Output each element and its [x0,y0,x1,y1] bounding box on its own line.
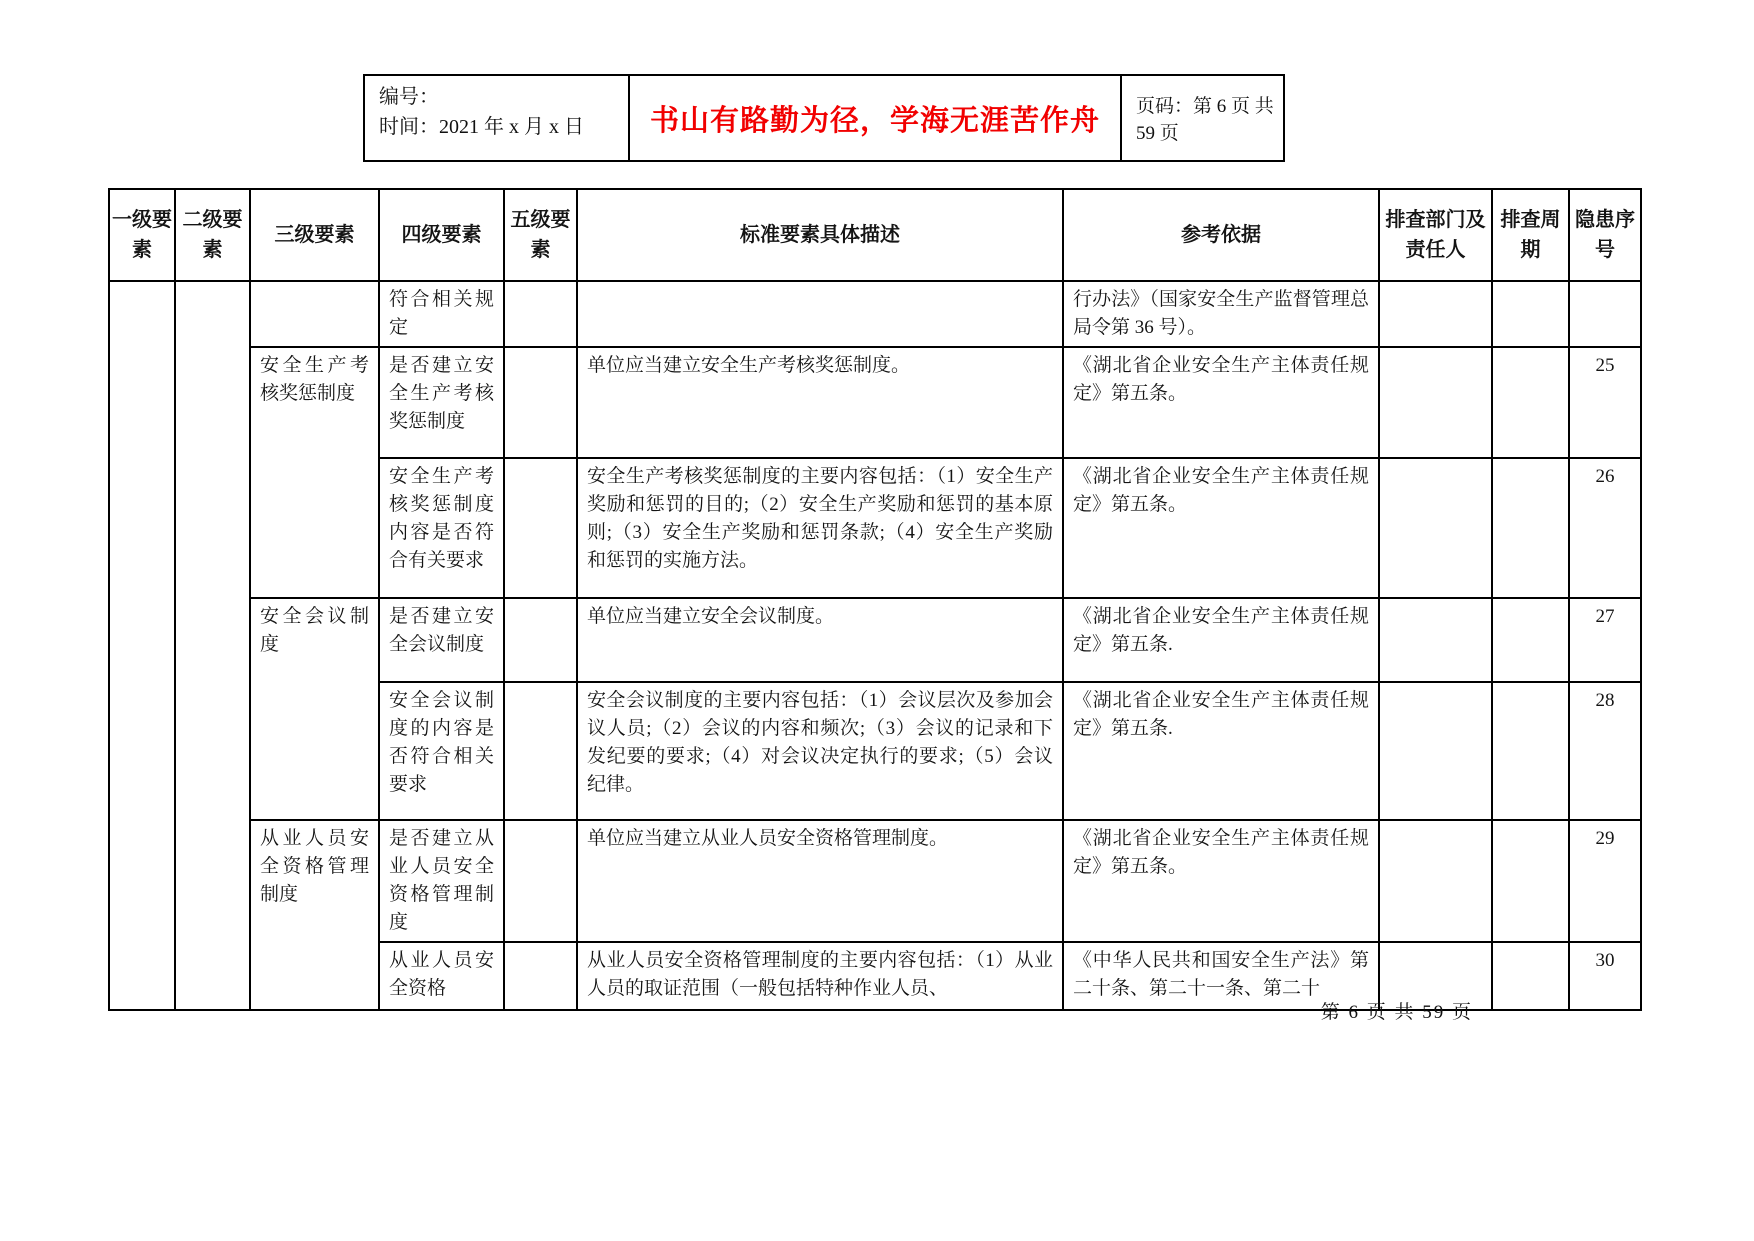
cell-description [577,281,1063,347]
col-header-level3: 三级要素 [250,189,379,281]
doc-header [363,74,1285,162]
cell-level4: 符合相关规定 [379,281,504,347]
cell-level5 [504,942,577,1010]
cell-level4: 是否建立安全生产考核奖惩制度 [379,347,504,458]
cell-description: 安全生产考核奖惩制度的主要内容包括：（1）安全生产奖励和惩罚的目的;（2）安全生产奖励和惩罚的基本原则;（3）安全生产奖励和惩罚条款;（4）安全生产奖励和惩罚的实施方法。 [577,458,1063,598]
cell-reference: 《湖北省企业安全生产主体责任规定》第五条。 [1063,347,1379,458]
cell-reference: 《湖北省企业安全生产主体责任规定》第五条。 [1063,458,1379,598]
cell-cycle [1492,942,1569,1010]
cell-level5 [504,458,577,598]
doc-header-motto-cell [630,76,1122,160]
cell-reference: 《中华人民共和国安全生产法》第二十条、第二十一条、第二十 [1063,942,1379,1010]
cell-level5 [504,347,577,458]
cell-cycle [1492,598,1569,682]
cell-serial: 28 [1569,682,1641,820]
cell-level3 [250,281,379,347]
doc-header-meta [365,76,630,160]
cell-department [1379,347,1492,458]
cell-serial: 30 [1569,942,1641,1010]
serial-label: 编号： [379,86,439,108]
motto-text: 书山有路勤为径，学海无涯苦作舟 [649,104,1100,137]
cell-level3: 从业人员安全资格管理制度 [250,820,379,1010]
checklist-table [108,188,1642,1011]
cell-level4: 是否建立安全会议制度 [379,598,504,682]
cell-department [1379,458,1492,598]
cell-level5 [504,820,577,942]
cell-reference: 《湖北省企业安全生产主体责任规定》第五条。 [1063,820,1379,942]
table-row [109,598,1641,682]
cell-cycle [1492,820,1569,942]
col-header-serial: 隐患序号 [1569,189,1641,281]
cell-serial: 27 [1569,598,1641,682]
cell-reference: 《湖北省企业安全生产主体责任规定》第五条. [1063,682,1379,820]
cell-level5 [504,281,577,347]
cell-cycle [1492,458,1569,598]
cell-level5 [504,682,577,820]
page-footer: 第 6 页 共 59 页 [1320,1002,1473,1023]
cell-description: 从业人员安全资格管理制度的主要内容包括：（1）从业人员的取证范围（一般包括特种作业人员、 [577,942,1063,1010]
cell-cycle [1492,281,1569,347]
cell-department [1379,281,1492,347]
doc-header-page-cell [1122,76,1283,160]
cell-serial [1569,281,1641,347]
table-header-row [109,189,1641,281]
table-row [109,347,1641,458]
cell-level4: 安全会议制度的内容是否符合相关要求 [379,682,504,820]
cell-level1-merged [109,281,175,1010]
page-label: 页码：第 6 页 共 59 页 [1136,96,1274,144]
cell-description: 单位应当建立从业人员安全资格管理制度。 [577,820,1063,942]
cell-description: 单位应当建立安全会议制度。 [577,598,1063,682]
cell-serial: 29 [1569,820,1641,942]
cell-cycle [1492,682,1569,820]
col-header-level1: 一级要素 [109,189,175,281]
cell-level3: 安全会议制度 [250,598,379,820]
cell-reference: 行办法》（国家安全生产监督管理总局令第 36 号）。 [1063,281,1379,347]
col-header-description: 标准要素具体描述 [577,189,1063,281]
cell-level4: 是否建立从业人员安全资格管理制度 [379,820,504,942]
col-header-department: 排查部门及责任人 [1379,189,1492,281]
cell-level5 [504,598,577,682]
col-header-level4: 四级要素 [379,189,504,281]
cell-department [1379,820,1492,942]
cell-level2-merged [175,281,250,1010]
col-header-level5: 五级要素 [504,189,577,281]
cell-serial: 26 [1569,458,1641,598]
cell-level4: 安全生产考核奖惩制度内容是否符合有关要求 [379,458,504,598]
cell-department [1379,682,1492,820]
cell-description: 安全会议制度的主要内容包括：（1）会议层次及参加会议人员;（2）会议的内容和频次;（3）会议的记录和下发纪要的要求;（4）对会议决定执行的要求;（5）会议纪律。 [577,682,1063,820]
cell-level4: 从业人员安全资格 [379,942,504,1010]
col-header-level2: 二级要素 [175,189,250,281]
col-header-reference: 参考依据 [1063,189,1379,281]
cell-description: 单位应当建立安全生产考核奖惩制度。 [577,347,1063,458]
col-header-cycle: 排查周期 [1492,189,1569,281]
table-row [109,820,1641,942]
cell-reference: 《湖北省企业安全生产主体责任规定》第五条. [1063,598,1379,682]
time-label: 时间：2021 年 x 月 x 日 [379,116,584,138]
table-row [109,281,1641,347]
cell-cycle [1492,347,1569,458]
cell-level3: 安全生产考核奖惩制度 [250,347,379,598]
cell-serial: 25 [1569,347,1641,458]
cell-department [1379,598,1492,682]
